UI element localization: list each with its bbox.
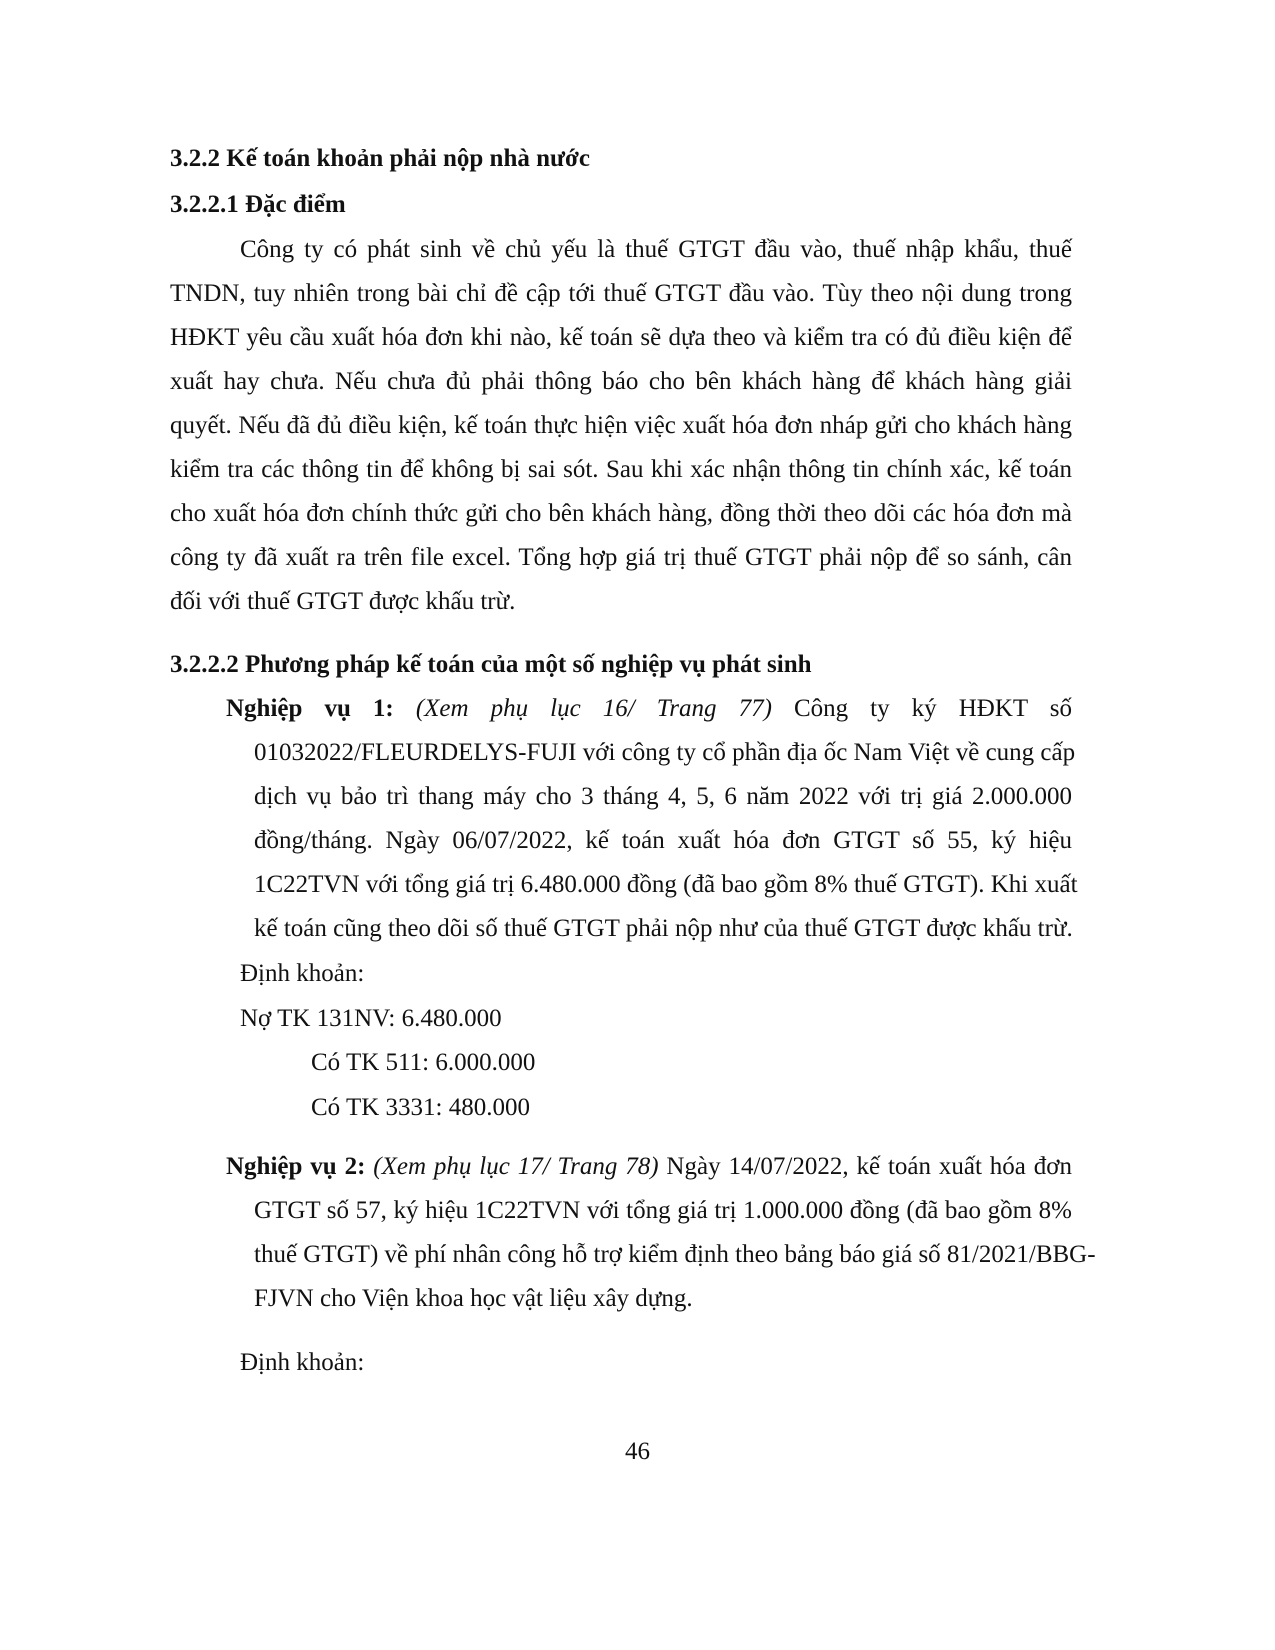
paragraph-line: FJVN cho Viện khoa học vật liệu xây dựng. bbox=[254, 1285, 693, 1312]
paragraph-line: đồng/tháng. Ngày 06/07/2022, kế toán xuất hóa đơn GTGT số 55, ký hiệu bbox=[254, 827, 1072, 854]
paragraph-line: HĐKT yêu cầu xuất hóa đơn khi nào, kế toán sẽ dựa theo và kiểm tra có đủ điều kiện để bbox=[170, 324, 1072, 351]
operation-1-text: Công ty ký HĐKT số bbox=[793, 695, 1072, 722]
operation-2-label: Nghiệp vụ 2: bbox=[226, 1153, 366, 1180]
debit-entry: Nợ TK 131NV: 6.480.000 bbox=[240, 1005, 502, 1032]
entry-label: Định khoản: bbox=[240, 960, 365, 987]
paragraph-line: cho xuất hóa đơn chính thức gửi cho bên khách hàng, đồng thời theo dõi các hóa đơn mà bbox=[170, 500, 1072, 527]
page-number: 46 bbox=[625, 1438, 650, 1465]
paragraph-line: TNDN, tuy nhiên trong bài chỉ đề cập tới thuế GTGT đầu vào. Tùy theo nội dung trong bbox=[170, 280, 1072, 307]
paragraph-line: thuế GTGT) về phí nhân công hỗ trợ kiểm định theo bảng báo giá số 81/2021/BBG- bbox=[254, 1241, 1096, 1268]
operation-1-first-line bbox=[226, 694, 1072, 724]
paragraph-line: GTGT số 57, ký hiệu 1C22TVN với tổng giá trị 1.000.000 đồng (đã bao gồm 8% bbox=[254, 1197, 1072, 1224]
subsection-heading-1: 3.2.2.1 Đặc điểm bbox=[170, 191, 346, 218]
paragraph-line: 1C22TVN với tổng giá trị 6.480.000 đồng (đã bao gồm 8% thuế GTGT). Khi xuất bbox=[254, 871, 1078, 898]
paragraph-line: xuất hay chưa. Nếu chưa đủ phải thông báo cho bên khách hàng để khách hàng giải bbox=[170, 368, 1072, 395]
operation-2-reference: (Xem phụ lục 17/ Trang 78) bbox=[373, 1153, 659, 1180]
paragraph-line: kế toán cũng theo dõi số thuế GTGT phải nộp như của thuế GTGT được khấu trừ. bbox=[254, 915, 1073, 942]
paragraph-line: công ty đã xuất ra trên file excel. Tổng hợp giá trị thuế GTGT phải nộp để so sánh, cân bbox=[170, 544, 1072, 571]
operation-1-reference: (Xem phụ lục 16/ Trang 77) bbox=[415, 695, 772, 722]
operation-2-first-line bbox=[226, 1152, 1072, 1182]
paragraph-line: dịch vụ bảo trì thang máy cho 3 tháng 4, 5, 6 năm 2022 với trị giá 2.000.000 bbox=[254, 783, 1072, 810]
paragraph-line: quyết. Nếu đã đủ điều kiện, kế toán thực hiện việc xuất hóa đơn nháp gửi cho khách hàng bbox=[170, 412, 1072, 439]
paragraph-line: Công ty có phát sinh về chủ yếu là thuế GTGT đầu vào, thuế nhập khẩu, thuế bbox=[240, 236, 1072, 263]
operation-1-label: Nghiệp vụ 1: bbox=[226, 695, 394, 722]
credit-entry: Có TK 511: 6.000.000 bbox=[311, 1049, 536, 1076]
credit-entry: Có TK 3331: 480.000 bbox=[311, 1094, 530, 1121]
section-heading: 3.2.2 Kế toán khoản phải nộp nhà nước bbox=[170, 145, 590, 172]
entry-label: Định khoản: bbox=[240, 1349, 365, 1376]
operation-2-text: Ngày 14/07/2022, kế toán xuất hóa đơn bbox=[666, 1153, 1073, 1180]
paragraph-line: 01032022/FLEURDELYS-FUJI với công ty cổ phần địa ốc Nam Việt về cung cấp bbox=[254, 739, 1076, 766]
subsection-heading-2: 3.2.2.2 Phương pháp kế toán của một số nghiệp vụ phát sinh bbox=[170, 651, 812, 678]
paragraph-line: kiểm tra các thông tin để không bị sai sót. Sau khi xác nhận thông tin chính xác, kế toán bbox=[170, 456, 1072, 483]
paragraph-line: đối với thuế GTGT được khấu trừ. bbox=[170, 588, 516, 615]
